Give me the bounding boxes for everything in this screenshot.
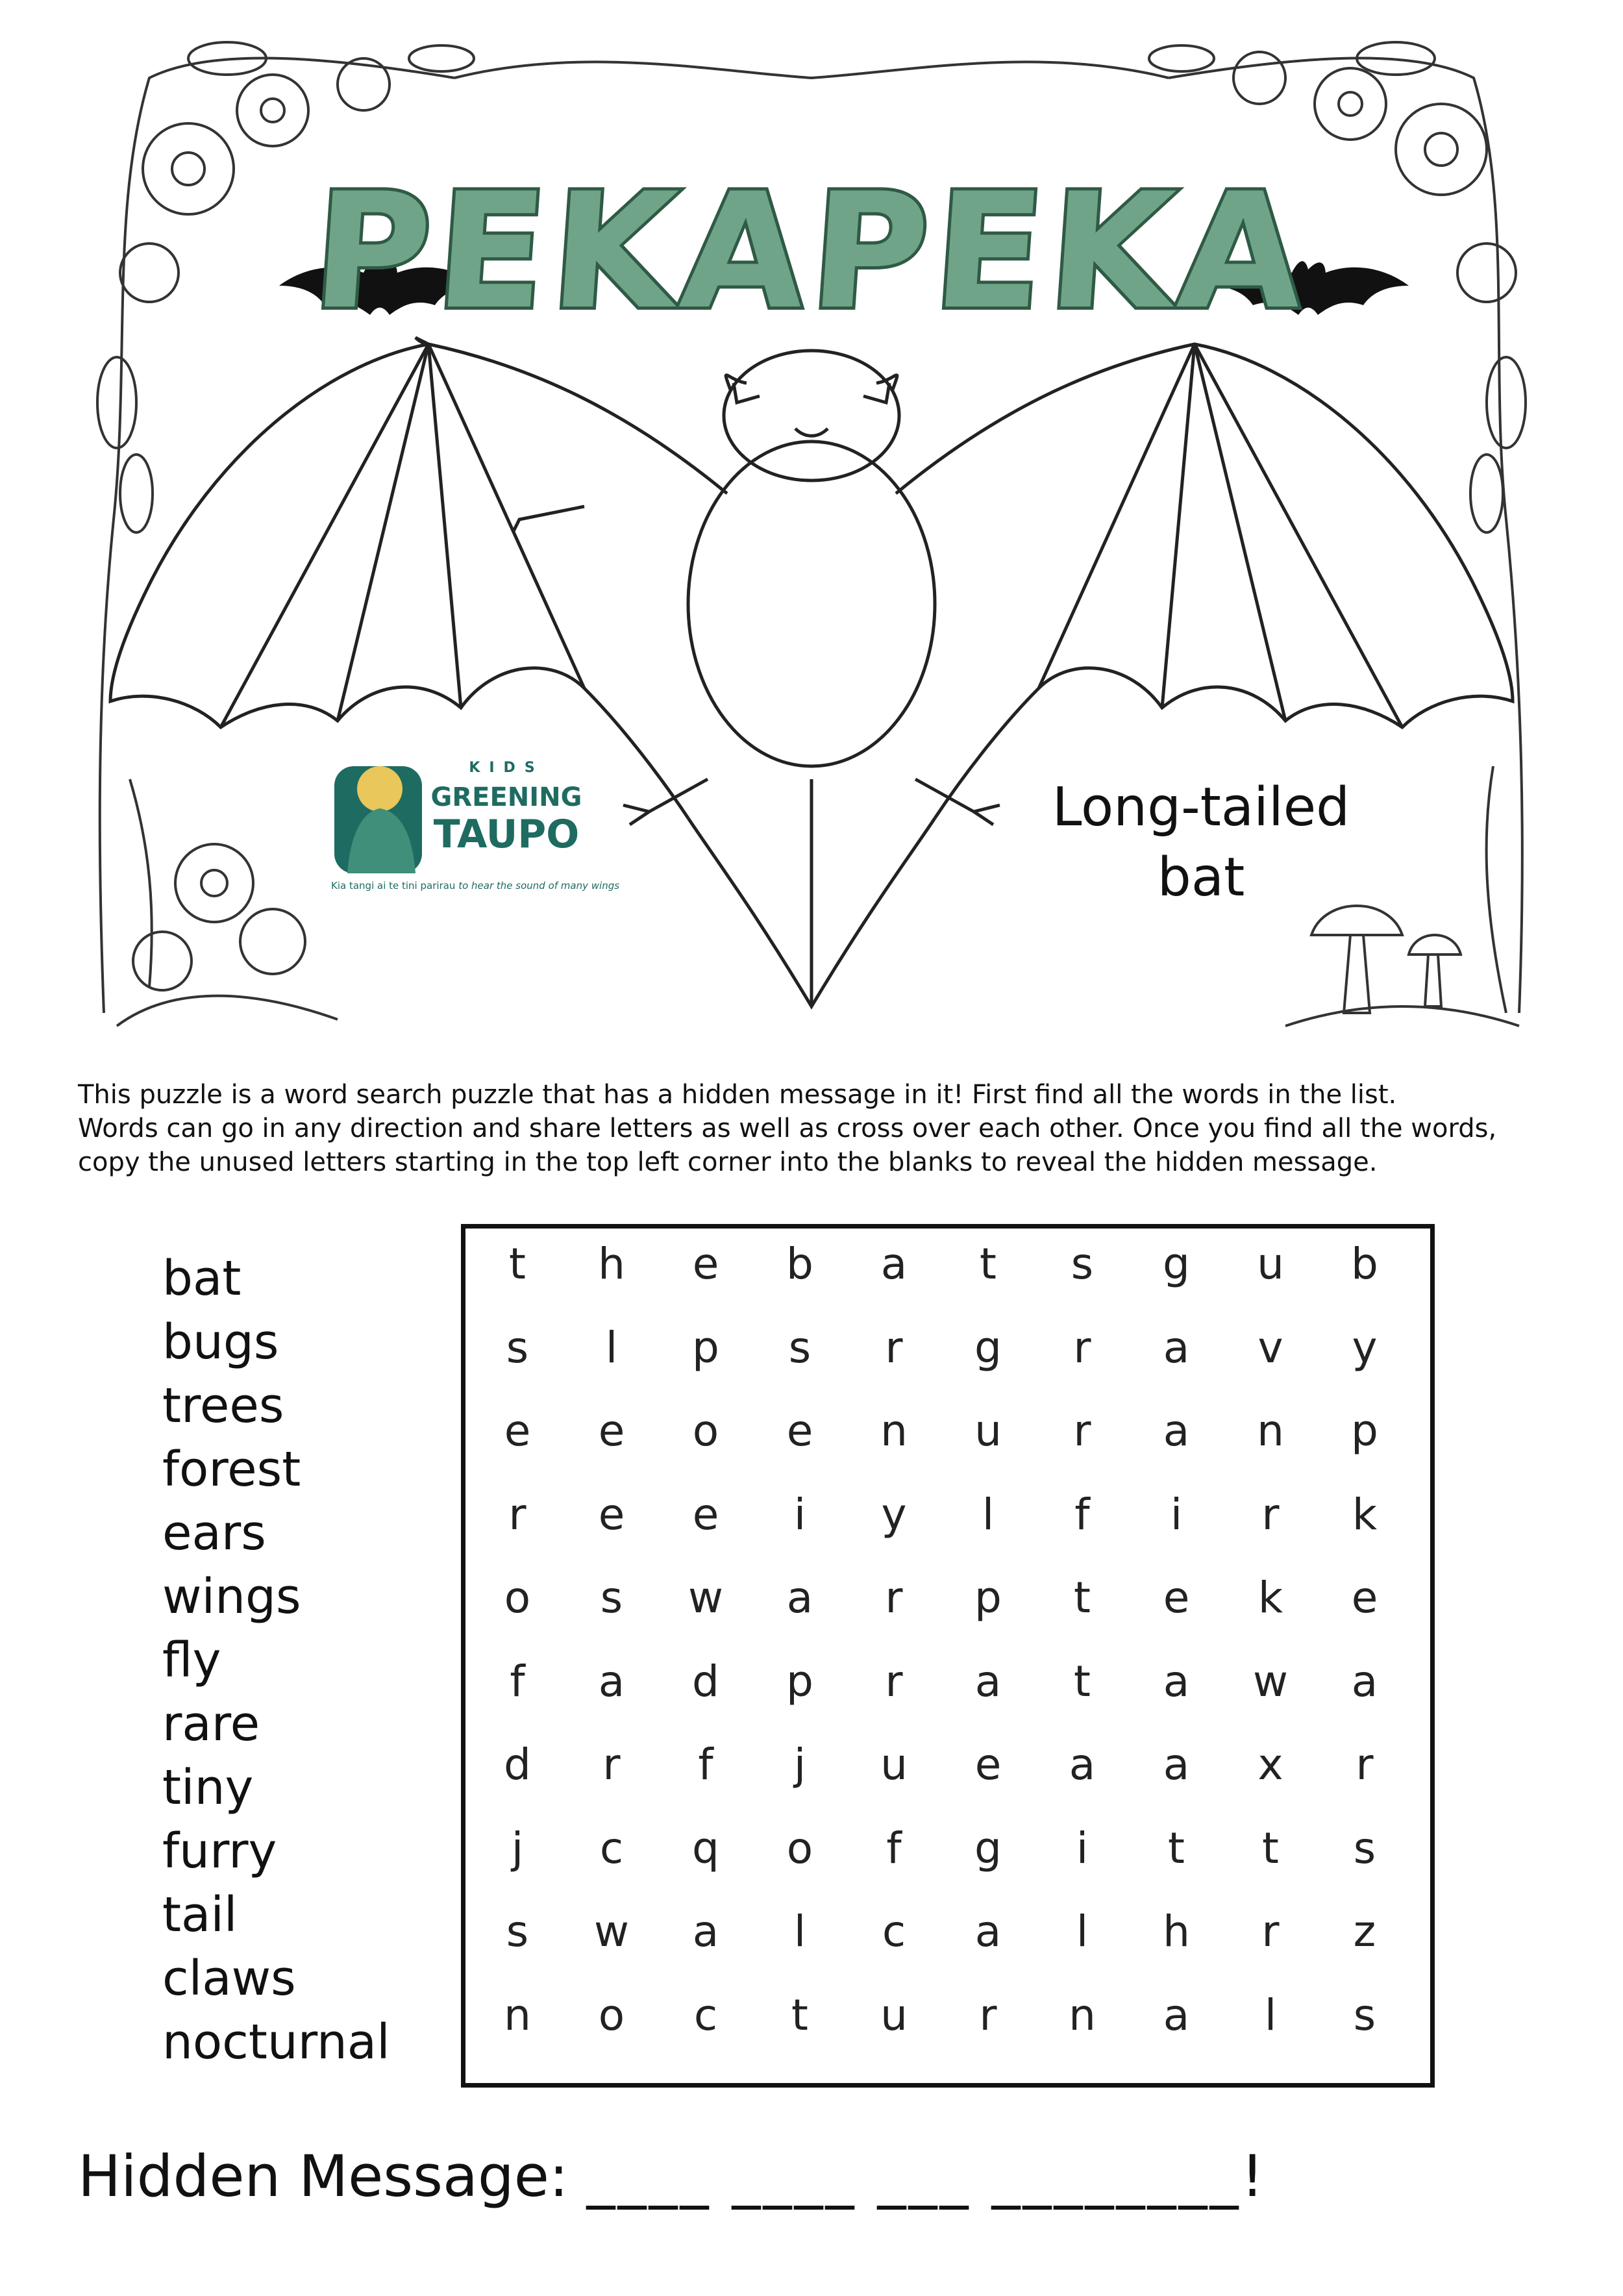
- grid-letter[interactable]: b: [1351, 1239, 1378, 1289]
- grid-letter[interactable]: w: [1253, 1656, 1288, 1706]
- grid-letter[interactable]: n: [504, 1990, 531, 2040]
- grid-letter[interactable]: j: [511, 1823, 524, 1873]
- grid-letter[interactable]: p: [974, 1573, 1002, 1623]
- grid-letter[interactable]: r: [602, 1740, 621, 1790]
- hidden-message-blanks: ____ ____ ___ ________!: [586, 2143, 1267, 2210]
- grid-letter[interactable]: t: [791, 1990, 808, 2040]
- grid-letter[interactable]: e: [504, 1406, 531, 1456]
- word-list-item: bat: [162, 1251, 242, 1306]
- grid-letter[interactable]: i: [793, 1489, 806, 1540]
- hidden-message: [78, 2143, 1267, 2210]
- grid-letter[interactable]: o: [692, 1406, 719, 1456]
- caption-line-1: Long-tailed: [1052, 777, 1350, 838]
- word-list-item: ears: [162, 1505, 266, 1561]
- grid-letter[interactable]: r: [1073, 1406, 1091, 1456]
- grid-letter[interactable]: r: [1261, 1489, 1280, 1540]
- grid-letter[interactable]: e: [786, 1406, 813, 1456]
- grid-letter[interactable]: v: [1258, 1322, 1283, 1373]
- grid-letter[interactable]: p: [786, 1656, 813, 1706]
- grid-letter[interactable]: a: [1163, 1406, 1190, 1456]
- grid-letter[interactable]: l: [605, 1322, 618, 1373]
- grid-letter[interactable]: o: [504, 1573, 531, 1623]
- grid-letter[interactable]: t: [1074, 1573, 1091, 1623]
- grid-letter[interactable]: i: [1076, 1823, 1089, 1873]
- grid-letter[interactable]: c: [882, 1906, 906, 1956]
- flower-cluster-bottom-left: [117, 779, 338, 1026]
- grid-letter[interactable]: s: [600, 1573, 623, 1623]
- grid-letter[interactable]: a: [1163, 1740, 1190, 1790]
- grid-letter[interactable]: t: [1262, 1823, 1279, 1873]
- logo-motto-maori: Kia tangi ai te tini parirau: [331, 880, 456, 892]
- grid-letter[interactable]: k: [1352, 1489, 1378, 1540]
- instructions: [78, 1078, 1558, 1179]
- grid-letter[interactable]: a: [1163, 1656, 1190, 1706]
- grid-letter[interactable]: h: [598, 1239, 625, 1289]
- grid-letter[interactable]: c: [693, 1990, 718, 2040]
- word-list-item: trees: [162, 1378, 284, 1434]
- grid-letter[interactable]: n: [880, 1406, 908, 1456]
- instruction-line: copy the unused letters starting in the top left corner into the blanks to reveal the hidden message.: [78, 1147, 1378, 1177]
- instruction-line: Words can go in any direction and share letters as well as cross over each other. Once you find all the words,: [78, 1114, 1497, 1143]
- grid-letter[interactable]: r: [885, 1573, 903, 1623]
- logo-taupo-text: TAUPO: [433, 812, 580, 857]
- grid-letter[interactable]: a: [1069, 1740, 1096, 1790]
- grid-letter[interactable]: f: [886, 1823, 902, 1873]
- word-list-item: nocturnal: [162, 2014, 390, 2070]
- grid-letter[interactable]: a: [1163, 1322, 1190, 1373]
- grid-letter[interactable]: a: [598, 1656, 625, 1706]
- grid-letter[interactable]: n: [1069, 1990, 1096, 2040]
- grid-letter[interactable]: s: [1071, 1239, 1094, 1289]
- grid-letter[interactable]: k: [1258, 1573, 1283, 1623]
- grid-letter[interactable]: u: [974, 1406, 1002, 1456]
- grid-letter[interactable]: p: [1351, 1406, 1378, 1456]
- grid-letter[interactable]: l: [1076, 1906, 1089, 1956]
- grid-letter[interactable]: t: [1074, 1656, 1091, 1706]
- grid-letter[interactable]: n: [1257, 1406, 1284, 1456]
- grid-letter[interactable]: r: [885, 1656, 903, 1706]
- grid-letter[interactable]: c: [599, 1823, 624, 1873]
- grid-letter[interactable]: r: [1261, 1906, 1280, 1956]
- grid-letter[interactable]: r: [885, 1322, 903, 1373]
- grid-letter[interactable]: y: [881, 1489, 907, 1540]
- grid-letter[interactable]: e: [598, 1489, 625, 1540]
- word-list-item: wings: [162, 1569, 301, 1625]
- grid-letter[interactable]: f: [510, 1656, 525, 1706]
- grid-letter[interactable]: a: [974, 1656, 1002, 1706]
- grid-letter[interactable]: a: [786, 1573, 813, 1623]
- bat-caption: [1026, 773, 1376, 913]
- grid-letter[interactable]: w: [688, 1573, 723, 1623]
- grid-letter[interactable]: u: [880, 1740, 908, 1790]
- grid-letter[interactable]: l: [982, 1489, 995, 1540]
- grid-letter[interactable]: g: [974, 1322, 1002, 1373]
- word-list-item: forest: [162, 1441, 301, 1497]
- grid-letter[interactable]: a: [1163, 1990, 1190, 2040]
- grid-letter[interactable]: s: [506, 1322, 529, 1373]
- grid-letter[interactable]: e: [1163, 1573, 1190, 1623]
- grid-letter[interactable]: s: [1353, 1990, 1376, 2040]
- grid-letter[interactable]: h: [1163, 1906, 1190, 1956]
- word-list-item: fly: [162, 1632, 221, 1688]
- grid-letter[interactable]: i: [1170, 1489, 1183, 1540]
- grid-letter[interactable]: e: [974, 1740, 1002, 1790]
- word-list-item: claws: [162, 1951, 296, 2006]
- grid-letter[interactable]: a: [974, 1906, 1002, 1956]
- grid-letter[interactable]: a: [1351, 1656, 1378, 1706]
- word-list-item: tiny: [162, 1760, 254, 1816]
- grid-letter[interactable]: r: [1356, 1740, 1374, 1790]
- logo-greening-text: GREENING: [430, 782, 582, 812]
- grid-letter[interactable]: d: [692, 1656, 719, 1706]
- grid-letter[interactable]: b: [786, 1239, 813, 1289]
- grid-letter[interactable]: e: [692, 1239, 719, 1289]
- grid-letter[interactable]: u: [1257, 1239, 1284, 1289]
- grid-letter[interactable]: d: [504, 1740, 531, 1790]
- grid-letter[interactable]: a: [880, 1239, 908, 1289]
- grid-letter[interactable]: g: [1163, 1239, 1190, 1289]
- grid-letter[interactable]: y: [1352, 1322, 1378, 1373]
- grid-letter[interactable]: l: [793, 1906, 806, 1956]
- logo-motto-english: to hear the sound of many wings: [458, 880, 620, 892]
- logo-motto: [331, 880, 620, 892]
- grid-letter[interactable]: r: [508, 1489, 527, 1540]
- grid-letter[interactable]: e: [598, 1406, 625, 1456]
- grid-letter[interactable]: s: [788, 1322, 812, 1373]
- instruction-line: This puzzle is a word search puzzle that has a hidden message in it! First find all the words in the list.: [78, 1080, 1397, 1110]
- grid-letter[interactable]: x: [1258, 1740, 1283, 1790]
- greening-taupo-logo: [325, 747, 620, 903]
- word-list-item: furry: [162, 1823, 277, 1879]
- grid-letter[interactable]: t: [1168, 1823, 1185, 1873]
- grid-letter[interactable]: o: [786, 1823, 813, 1873]
- grid-letter[interactable]: u: [880, 1990, 908, 2040]
- word-list-item: tail: [162, 1887, 238, 1943]
- grid-letter[interactable]: e: [692, 1489, 719, 1540]
- word-list-item: rare: [162, 1696, 260, 1752]
- grid-letter[interactable]: a: [692, 1906, 719, 1956]
- grid-letter[interactable]: l: [1264, 1990, 1277, 2040]
- grid-letter[interactable]: t: [509, 1239, 526, 1289]
- grid-letter[interactable]: s: [1353, 1823, 1376, 1873]
- caption-line-2: bat: [1157, 847, 1245, 908]
- grid-letter[interactable]: g: [974, 1823, 1002, 1873]
- grid-letter[interactable]: q: [692, 1823, 719, 1873]
- grid-letter[interactable]: p: [692, 1322, 719, 1373]
- word-list: [162, 1247, 390, 2074]
- page-title: PEKAPEKA: [307, 159, 1316, 344]
- hidden-message-label: Hidden Message:: [78, 2143, 569, 2210]
- grid-letter[interactable]: s: [506, 1906, 529, 1956]
- grid-letter[interactable]: e: [1351, 1573, 1378, 1623]
- grid-letter[interactable]: r: [1073, 1322, 1091, 1373]
- grid-letter[interactable]: f: [1074, 1489, 1090, 1540]
- grid-letter[interactable]: f: [698, 1740, 713, 1790]
- grid-letter[interactable]: r: [979, 1990, 997, 2040]
- grid-letter[interactable]: w: [594, 1906, 629, 1956]
- word-search-grid: [461, 1224, 1435, 2088]
- grid-letter[interactable]: o: [598, 1990, 625, 2040]
- logo-kids-text: KIDS: [469, 760, 544, 776]
- grid-letter[interactable]: z: [1353, 1906, 1376, 1956]
- grid-letter[interactable]: t: [980, 1239, 997, 1289]
- word-list-item: bugs: [162, 1314, 279, 1370]
- grid-letter[interactable]: j: [793, 1740, 806, 1790]
